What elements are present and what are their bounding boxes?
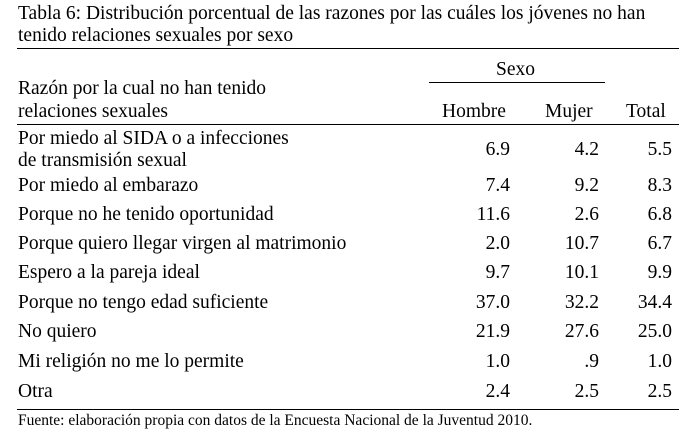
cell-mujer: 10.1 [564, 262, 599, 283]
cell-total: 8.3 [647, 175, 672, 196]
bottom-rule [17, 409, 679, 410]
header-total: Total [626, 101, 666, 122]
row-label: Por miedo al embarazo [18, 175, 199, 196]
row-label: Porque no he tenido oportunidad [18, 204, 274, 225]
cell-hombre: 11.6 [476, 204, 510, 225]
cell-hombre: 9.7 [485, 262, 510, 283]
sexo-rule [429, 82, 605, 83]
cell-mujer: 27.6 [564, 321, 599, 342]
row-label: No quiero [18, 321, 97, 342]
header-hombre: Hombre [442, 101, 506, 122]
cell-total: 2.5 [647, 381, 672, 402]
cell-hombre: 6.9 [485, 139, 510, 160]
header-mujer: Mujer [545, 101, 593, 122]
cell-mujer: .9 [584, 351, 599, 372]
cell-total: 34.4 [637, 292, 672, 313]
cell-total: 6.8 [647, 204, 672, 225]
row-label: Porque quiero llegar virgen al matrimonio [18, 233, 347, 254]
cell-hombre: 2.4 [485, 381, 510, 402]
cell-total: 9.9 [647, 262, 672, 283]
top-rule [17, 48, 679, 49]
cell-mujer: 4.2 [574, 139, 599, 160]
cell-total: 5.5 [647, 139, 672, 160]
header-reason-line2: relaciones sexuales [18, 101, 168, 122]
cell-hombre: 37.0 [475, 292, 510, 313]
row-label: Otra [18, 381, 53, 402]
source-note: Fuente: elaboración propia con datos de la Encuesta Nacional de la Juventud 2010. [18, 412, 533, 429]
table-title: Tabla 6: Distribución porcentual de las razones por las cuáles los jóvenes no han tenido relaciones sexuales por sexo [18, 3, 646, 46]
row-label: Mi religión no me lo permite [18, 351, 244, 372]
row-label: Porque no tengo edad suficiente [18, 292, 269, 313]
cell-hombre: 1.0 [485, 351, 510, 372]
header-rule [17, 124, 679, 125]
row-label-continued: de transmisión sexual [18, 150, 187, 171]
cell-mujer: 10.7 [564, 233, 599, 254]
cell-total: 25.0 [637, 321, 672, 342]
cell-total: 1.0 [647, 351, 672, 372]
header-group-sexo: Sexo [496, 59, 535, 80]
cell-mujer: 9.2 [574, 175, 599, 196]
cell-hombre: 21.9 [475, 321, 510, 342]
cell-mujer: 32.2 [564, 292, 599, 313]
row-label: Espero a la pareja ideal [18, 262, 200, 283]
cell-mujer: 2.5 [574, 381, 599, 402]
cell-total: 6.7 [647, 233, 672, 254]
row-label: Por miedo al SIDA o a infecciones [18, 128, 289, 149]
cell-mujer: 2.6 [574, 204, 599, 225]
header-reason-line1: Razón por la cual no han tenido [18, 78, 267, 99]
cell-hombre: 7.4 [485, 175, 510, 196]
cell-hombre: 2.0 [485, 233, 510, 254]
